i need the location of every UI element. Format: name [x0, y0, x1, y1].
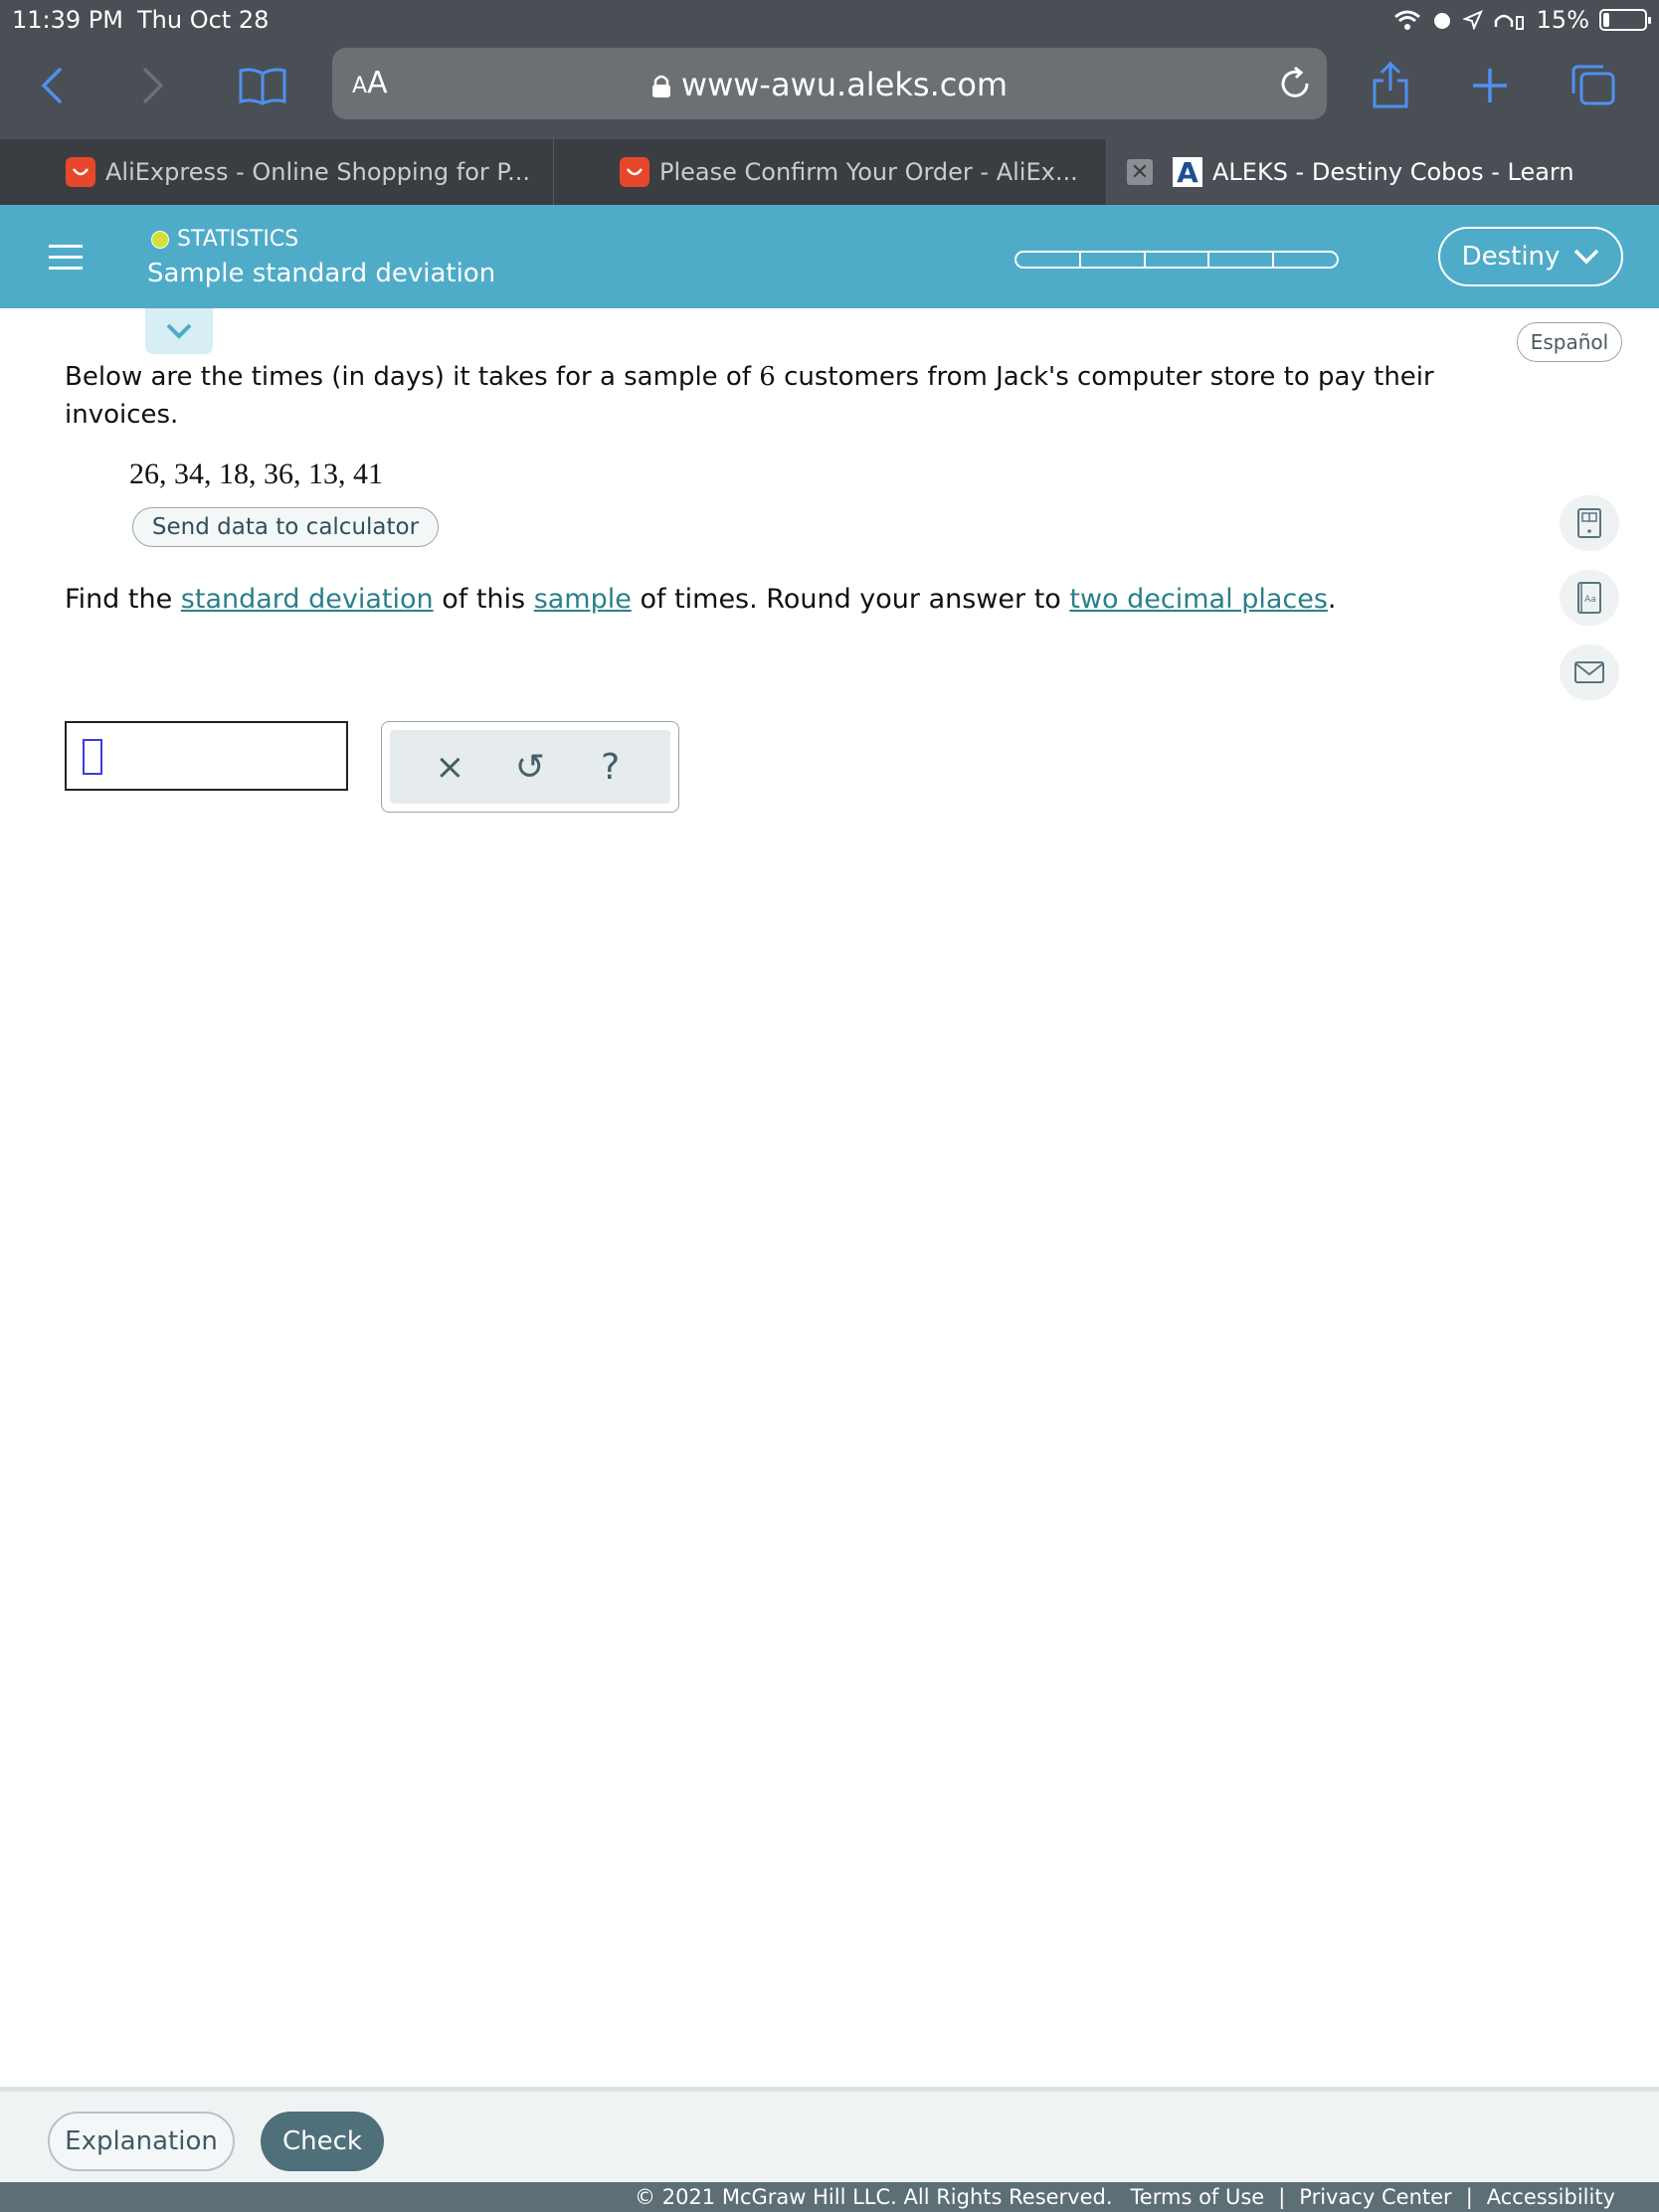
- browser-toolbar: [0, 42, 1659, 139]
- answer-input[interactable]: [65, 721, 348, 791]
- sample-link[interactable]: sample: [533, 584, 632, 615]
- tab-aleks[interactable]: [1106, 139, 1659, 205]
- data-values: 26, 34, 18, 36, 13, 41: [129, 458, 383, 490]
- footer-separator: |: [1278, 2185, 1286, 2209]
- privacy-link[interactable]: Privacy Center: [1299, 2185, 1452, 2209]
- wifi-icon: [1393, 9, 1421, 31]
- answer-tools-panel: [381, 721, 679, 813]
- standard-deviation-link[interactable]: standard deviation: [180, 584, 434, 615]
- tab-confirm-order[interactable]: [553, 139, 1106, 205]
- address-bar[interactable]: [332, 48, 1327, 119]
- back-icon[interactable]: [22, 58, 82, 113]
- tab-bar: [0, 139, 1659, 205]
- explanation-button[interactable]: Explanation: [48, 2112, 235, 2171]
- close-tab-icon[interactable]: ✕: [1127, 159, 1153, 185]
- question-intro: Below are the times (in days) it takes for a sample of 6 customers from Jack's computer store to pay their invoices.: [65, 362, 1434, 430]
- check-button[interactable]: Check: [261, 2112, 384, 2171]
- progress-bar: [1014, 251, 1339, 269]
- footer-separator: |: [1465, 2185, 1473, 2209]
- alarm-icon: [1431, 9, 1453, 31]
- svg-text:Aa: Aa: [1584, 595, 1596, 605]
- sample-size: 6: [759, 362, 776, 392]
- lock-icon: [651, 73, 671, 98]
- battery-icon: [1599, 9, 1647, 31]
- status-time: 11:39 PM: [12, 6, 123, 34]
- espanol-button[interactable]: Español: [1517, 322, 1622, 362]
- user-name: Destiny: [1461, 242, 1561, 272]
- bookmarks-icon[interactable]: [233, 58, 292, 113]
- mail-icon[interactable]: [1560, 645, 1619, 700]
- url-text: www-awu.aleks.com: [332, 66, 1327, 103]
- tab-aliexpress[interactable]: [0, 139, 553, 205]
- help-icon[interactable]: ?: [601, 746, 621, 788]
- headphones-icon: [1493, 9, 1527, 31]
- forward-icon[interactable]: [123, 58, 183, 113]
- dictionary-icon[interactable]: [1560, 570, 1619, 626]
- chevron-down-icon: [166, 323, 192, 339]
- collapse-toggle[interactable]: [145, 308, 213, 354]
- tab-label: Please Confirm Your Order - AliEx...: [659, 158, 1078, 186]
- aliexpress-icon: [66, 157, 95, 187]
- two-decimal-places-link[interactable]: two decimal places: [1069, 584, 1328, 615]
- copyright-bar: [0, 2182, 1659, 2212]
- tabs-icon[interactable]: [1564, 58, 1623, 113]
- aliexpress-icon: [620, 157, 649, 187]
- status-dot: [151, 231, 169, 249]
- text-size-button[interactable]: AA: [352, 66, 388, 100]
- accessibility-link[interactable]: Accessibility: [1486, 2185, 1615, 2209]
- status-date: Thu Oct 28: [137, 6, 270, 34]
- question-prompt: Find the standard deviation of this sample of times. Round your answer to two decimal places.: [65, 584, 1337, 615]
- status-bar: [0, 0, 1659, 42]
- footer-action-bar: [0, 2087, 1659, 2182]
- copyright-text: © 2021 McGraw Hill LLC. All Rights Reserved.: [635, 2185, 1113, 2209]
- aleks-header: [0, 205, 1659, 308]
- reload-icon[interactable]: [1273, 62, 1317, 109]
- topic-title: Sample standard deviation: [147, 259, 496, 288]
- share-icon[interactable]: [1361, 58, 1420, 113]
- clear-icon[interactable]: ×: [435, 746, 465, 788]
- calculator-icon[interactable]: [1560, 495, 1619, 551]
- tab-label: AliExpress - Online Shopping for P...: [105, 158, 531, 186]
- terms-link[interactable]: Terms of Use: [1130, 2185, 1265, 2209]
- user-menu-button[interactable]: [1438, 227, 1623, 286]
- status-indicators: [1393, 6, 1647, 34]
- chevron-down-icon: [1573, 249, 1599, 265]
- tab-label: ALEKS - Destiny Cobos - Learn: [1212, 158, 1574, 186]
- location-icon: [1463, 10, 1483, 30]
- aleks-logo-icon: A: [1173, 157, 1202, 187]
- undo-icon[interactable]: ↺: [514, 746, 546, 788]
- menu-icon[interactable]: [34, 229, 97, 284]
- answer-cursor: [83, 739, 102, 775]
- send-data-to-calculator-button[interactable]: Send data to calculator: [132, 507, 439, 547]
- battery-percent: 15%: [1536, 6, 1589, 34]
- topic-category: STATISTICS: [151, 227, 298, 252]
- new-tab-icon[interactable]: [1460, 58, 1520, 113]
